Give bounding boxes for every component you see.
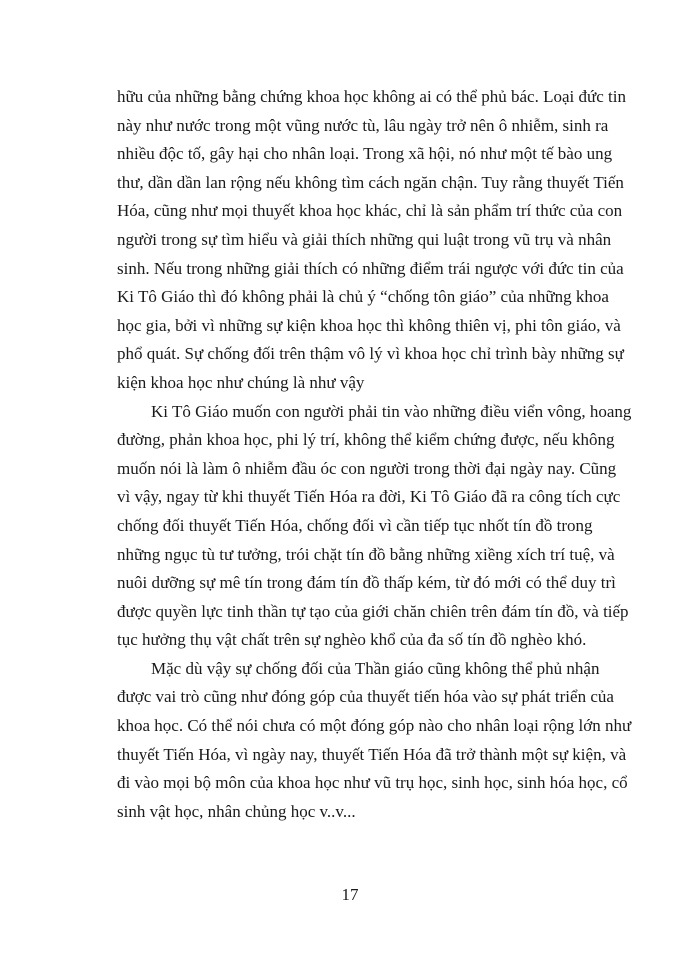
text-line: đi vào mọi bộ môn của khoa học như vũ trụ học, sinh học, sinh hóa học, cổ [117,773,628,793]
text-line: này như nước trong một vũng nước tù, lâu ngày trở nên ô nhiễm, sinh ra [117,115,609,135]
text-line: đường, phản khoa học, phi lý trí, không thể kiểm chứng được, nếu không [117,430,615,450]
text-line: nuôi dưỡng sự mê tín trong đám tín đồ thấp kém, từ đó mới có thể duy trì [117,573,616,593]
text-line: nhiều độc tố, gây hại cho nhân loại. Trong xã hội, nó như một tế bào ung [117,144,613,164]
text-line: thuyết Tiến Hóa, vì ngày nay, thuyết Tiến Hóa đã trở thành một sự kiện, và [117,744,627,764]
text-line: vì vậy, ngay từ khi thuyết Tiến Hóa ra đời, Ki Tô Giáo đã ra công tích cực [117,487,621,507]
text-line: được quyền lực tinh thần tự tạo của giới chăn chiên trên đám tín đồ, và tiếp [117,601,629,621]
text-line-indented: Ki Tô Giáo muốn con người phải tin vào những điều viển vông, hoang [151,401,632,421]
text-line: thư, dần dần lan rộng nếu không tìm cách ngăn chận. Tuy rằng thuyết Tiến [117,172,624,192]
text-line: Ki Tô Giáo thì đó không phải là chủ ý “chống tôn giáo” của những khoa [117,287,609,307]
text-line: kiện khoa học như chúng là như vậy [117,372,365,392]
text-line-indented: Mặc dù vậy sự chống đối của Thần giáo cũng không thể phủ nhận [151,658,600,678]
text-line: phổ quát. Sự chống đối trên thậm vô lý vì khoa học chỉ trình bày những sự [117,344,624,364]
body-text [117,83,632,826]
text-line: hữu của những bằng chứng khoa học không ai có thể phủ bác. Loại đức tin [117,87,626,106]
paragraph-2 [117,398,632,655]
paragraph-3 [117,655,632,827]
text-line: tục hưởng thụ vật chất trên sự nghèo khổ của đa số tín đồ nghèo khó. [117,630,587,650]
text-line: khoa học. Có thể nói chưa có một đóng góp nào cho nhân loại rộng lớn như [117,716,632,736]
text-line: học gia, bởi vì những sự kiện khoa học thì không thiên vị, phi tôn giáo, và [117,315,621,335]
page-number: 17 [341,885,359,904]
text-line: muốn nói là làm ô nhiễm đầu óc con người trong thời đại ngày nay. Cũng [117,458,617,478]
text-line: sinh vật học, nhân chủng học v..v... [117,801,356,821]
text-line: người trong sự tìm hiểu và giải thích những qui luật trong vũ trụ và nhân [117,229,612,249]
paragraph-1 [117,83,626,398]
text-line: những ngục tù tư tưởng, trói chặt tín đồ bằng những xiềng xích trí tuệ, và [117,544,615,564]
text-line: sinh. Nếu trong những giải thích có những điểm trái ngược với đức tin của [117,258,624,278]
text-line: Hóa, cũng như mọi thuyết khoa học khác, chỉ là sản phẩm trí thức của con [117,201,623,221]
text-line: chống đối thuyết Tiến Hóa, chống đối vì cần tiếp tục nhốt tín đồ trong [117,515,593,535]
text-line: được vai trò cũng như đóng góp của thuyết tiến hóa vào sự phát triển của [117,687,614,707]
